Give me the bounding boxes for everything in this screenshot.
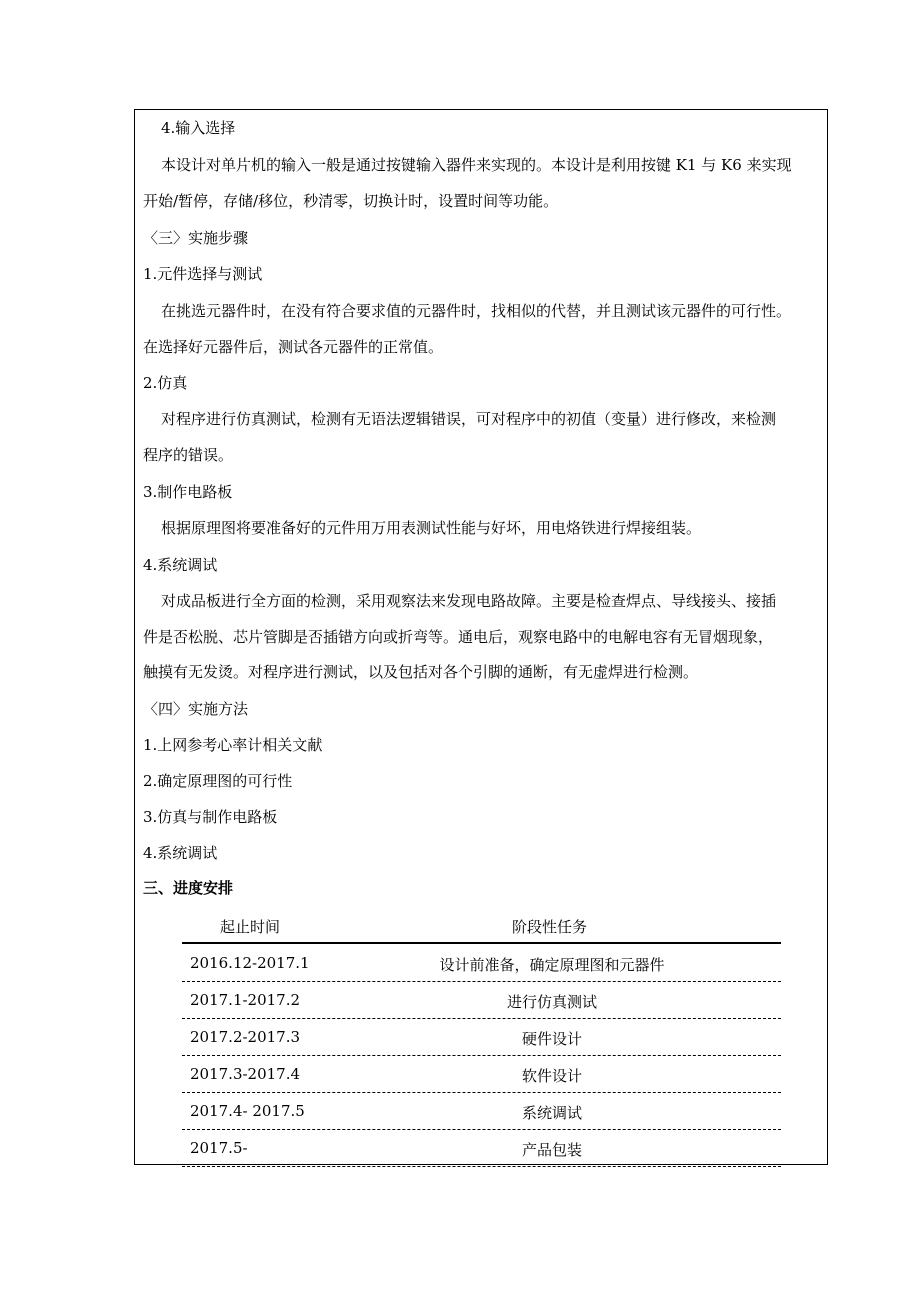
paragraph-line: 触摸有无发烫。对程序进行测试，以及包括对各个引脚的通断，有无虚焊进行检测。 <box>143 663 699 681</box>
table-row <box>182 1092 781 1130</box>
paragraph-line: 在选择好元器件后，测试各元器件的正常值。 <box>143 338 444 356</box>
step-heading: 3.制作电路板 <box>143 483 233 501</box>
row-task: 硬件设计 <box>521 1030 582 1048</box>
item-input-selection-heading: 4.输入选择 <box>161 119 236 137</box>
paragraph-line: 对成品板进行全方面的检测，采用观察法来发现电路故障。主要是检查焊点、导线接头、接插 <box>161 592 777 610</box>
method-item: 2.确定原理图的可行性 <box>143 772 293 790</box>
paragraph-line: 对程序进行仿真测试，检测有无语法逻辑错误，可对程序中的初值（变量）进行修改，来检测 <box>161 410 777 428</box>
row-task: 进行仿真测试 <box>506 993 597 1011</box>
row-task: 系统调试 <box>521 1104 582 1122</box>
section-heading-schedule: 三、进度安排 <box>143 879 234 897</box>
section-heading-methods: 〈四〉实施方法 <box>143 700 249 718</box>
method-item: 1.上网参考心率计相关文献 <box>143 736 323 754</box>
row-time: 2017.2-2017.3 <box>190 1028 301 1046</box>
method-item: 3.仿真与制作电路板 <box>143 808 278 826</box>
method-item: 4.系统调试 <box>143 844 218 862</box>
row-task: 设计前准备，确定原理图和元器件 <box>439 956 665 974</box>
step-heading: 4.系统调试 <box>143 556 218 574</box>
paragraph-line: 件是否松脱、芯片管脚是否插错方向或折弯等。通电后，观察电路中的电解电容有无冒烟现象， <box>143 628 774 646</box>
paragraph-line: 开始/暂停，存储/移位，秒清零，切换计时，设置时间等功能。 <box>143 192 559 210</box>
row-time: 2017.3-2017.4 <box>190 1065 301 1083</box>
row-time: 2017.5- <box>190 1139 248 1157</box>
section-heading-steps: 〈三〉实施步骤 <box>143 229 249 247</box>
row-task: 软件设计 <box>521 1067 582 1085</box>
row-time: 2016.12-2017.1 <box>190 954 310 972</box>
paragraph-line: 根据原理图将要准备好的元件用万用表测试性能与好坏，用电烙铁进行焊接组装。 <box>161 519 702 537</box>
paragraph-line: 程序的错误。 <box>143 446 234 464</box>
table-row <box>182 944 781 982</box>
step-heading: 2.仿真 <box>143 374 188 392</box>
row-time: 2017.1-2017.2 <box>190 991 301 1009</box>
row-task: 产品包装 <box>521 1141 582 1159</box>
schedule-table-header <box>182 912 781 944</box>
table-row <box>182 1129 781 1167</box>
paragraph-line: 在挑选元器件时，在没有符合要求值的元器件时，找相似的代替，并且测试该元器件的可行性。 <box>161 302 792 320</box>
row-time: 2017.4- 2017.5 <box>190 1102 305 1120</box>
table-row <box>182 1018 781 1056</box>
table-row <box>182 1055 781 1093</box>
table-row <box>182 981 781 1019</box>
step-heading: 1.元件选择与测试 <box>143 265 263 283</box>
header-task: 阶段性任务 <box>512 918 588 936</box>
header-time: 起止时间 <box>220 918 281 936</box>
paragraph-line: 本设计对单片机的输入一般是通过按键输入器件来实现的。本设计是利用按键 K1 与 K6 来实现 <box>161 156 792 174</box>
